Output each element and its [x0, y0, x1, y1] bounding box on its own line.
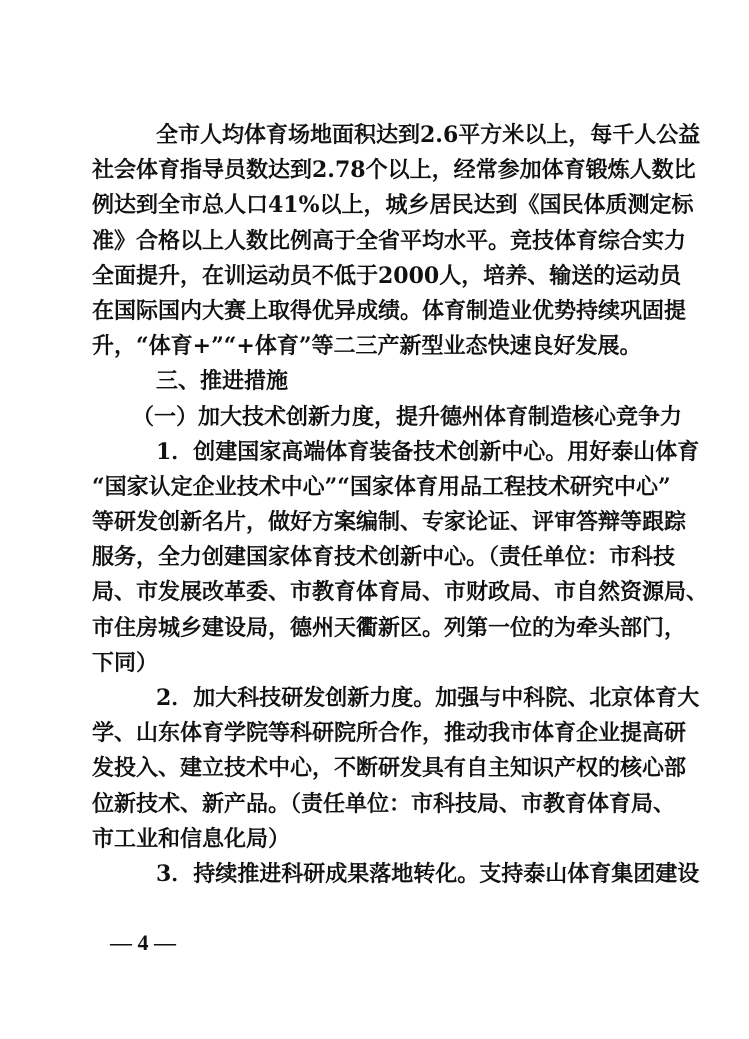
paragraph-line: 全面提升，在训运动员不低于2000人，培养、输送的运动员 — [92, 262, 682, 289]
item-line: 1．创建国家高端体育装备技术创新中心。用好泰山体育 — [156, 438, 700, 465]
item-line: “国家认定企业技术中心”“国家体育用品工程技术研究中心” — [92, 473, 671, 500]
item-line: 服务，全力创建国家体育技术创新中心。（责任单位：市科技 — [92, 544, 676, 571]
item-line: 学、山东体育学院等科研院所合作，推动我市体育企业提高研 — [92, 720, 687, 747]
item-line: 发投入、建立技术中心，不断研发具有自主知识产权的核心部 — [92, 755, 687, 782]
item-line: 2．加大科技研发创新力度。加强与中科院、北京体育大 — [156, 685, 700, 711]
paragraph-line: 升，“体育+”“+体育”等二三产新型业态快速良好发展。 — [92, 333, 642, 360]
document-body — [92, 118, 709, 892]
paragraph-line: 准》合格以上人数比例高于全省平均水平。竞技体育综合实力 — [92, 227, 687, 254]
item-line: 位新技术、新产品。（责任单位：市科技局、市教育体育局、 — [92, 790, 676, 817]
section-heading: 三、推进措施 — [156, 369, 289, 395]
item-line: 市住房城乡建设局，德州天衢新区。列第一位的为牵头部门， — [92, 614, 687, 641]
item-line: 3．持续推进科研成果落地转化。支持泰山体育集团建设 — [156, 860, 700, 887]
item-line: 下同） — [92, 649, 159, 676]
item-line: 局、市发展改革委、市教育体育局、市财政局、市自然资源局、 — [92, 579, 709, 606]
paragraph-line: 在国际国内大赛上取得优异成绩。体育制造业优势持续巩固提 — [92, 297, 687, 324]
paragraph-line: 例达到全市总人口41%以上，城乡居民达到《国民体质测定标 — [92, 192, 694, 219]
page-number: — 4 — — [110, 930, 176, 955]
item-line: 等研发创新名片，做好方案编制、专家论证、评审答辩等跟踪 — [92, 509, 687, 536]
paragraph-line: 社会体育指导员数达到2.78个以上，经常参加体育锻炼人数比 — [92, 157, 696, 184]
paragraph-line: 全市人均体育场地面积达到2.6平方米以上，每千人公益 — [156, 122, 701, 148]
subsection-heading: （一）加大技术创新力度，提升德州体育制造核心竞争力 — [132, 403, 683, 430]
item-line: 市工业和信息化局） — [92, 825, 291, 852]
